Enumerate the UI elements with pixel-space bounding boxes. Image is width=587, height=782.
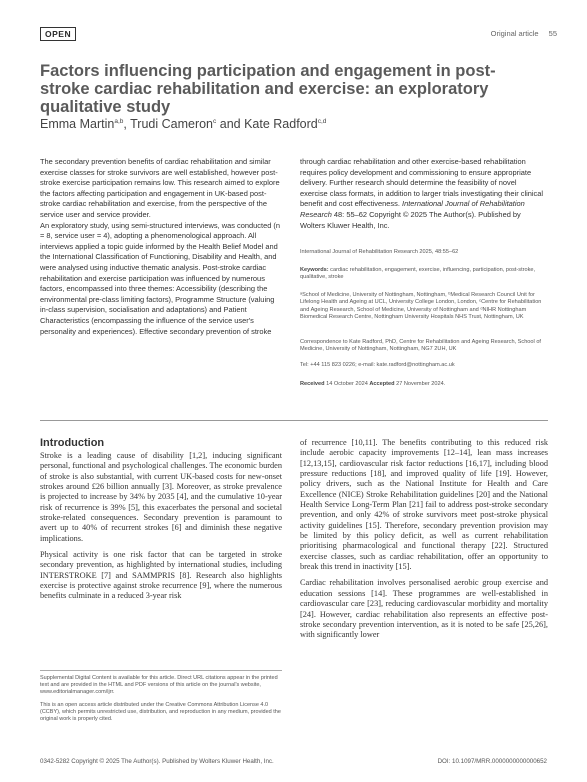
abstract-citation-journal: International Journal of Rehabilitation Research — [300, 199, 525, 219]
intro-right-column — [300, 438, 548, 647]
contact-info: Tel: +44 115 823 0226; e-mail: kate.radford@nottingham.ac.uk — [300, 362, 455, 368]
affiliations: ᵃSchool of Medicine, University of Nottingham, Nottingham, ᵇMedical Research Council Unit for Lifelong Health and Ageing at UCL, University College London, London, ᶜCentre for Rehabilitation and Ageing Research, School of Medicine, University of Nottingham and ᵈNIHR Nottingham Biomedical Research Centre, Nottingham University Hospitals NHS Trust, Nottingham, UK — [300, 292, 542, 321]
keywords-label: Keywords: — [300, 267, 329, 273]
author-separator: , — [123, 117, 131, 131]
body-paragraph: Physical activity is one risk factor that can be targeted in stroke secondary prevention, as highlighted by international studies, including INTERSTROKE [7] and SAMMPRIS [8]. Research also highlights exercise is protective against stroke recurrence [9], where the numerous benefits culminate in a reduced 3-year risk — [40, 550, 282, 601]
author-list — [40, 117, 326, 131]
author-affiliation-mark: c — [213, 117, 217, 125]
author-affiliation-mark: a,b — [114, 117, 124, 125]
intro-left-column — [40, 451, 282, 608]
accepted-date: 27 November 2024. — [394, 381, 446, 387]
received-date: 14 October 2024 — [324, 381, 370, 387]
article-type: Original article — [490, 29, 539, 38]
article-title: Factors influencing participation and engagement in post-stroke cardiac rehabilitation and exercise: an exploratory qualitative study — [40, 62, 496, 116]
received-label: Received — [300, 381, 325, 387]
supplemental-footnote: Supplemental Digital Content is available for this article. Direct URL citations appear in the printed text and are provided in the HTML and PDF versions of this article on the journal's website, www.editorialmanager.com/ijrr. — [40, 675, 278, 696]
abstract-continuation: through cardiac rehabilitation and other exercise-based rehabilitation requires policy development and commissioning to ensure appropriate delivery. Further research should determine the feasibility of novel exercise class formats, in addition to larger trials investigating their clinical benefit and cost effectiveness. — [300, 157, 544, 209]
running-header — [483, 29, 557, 38]
open-access-badge: OPEN — [40, 27, 76, 41]
abstract-citation-rest: 48: 55–62 Copyright © 2025 The Author(s). Published by Wolters Kluwer Health, Inc. — [300, 209, 521, 230]
body-paragraph: Cardiac rehabilitation involves personalised aerobic group exercise and education sessions [14]. These programmes are well-established in cardiovascular care [23], reducing cardiovascular morbidity and mortality [24]. However, cardiac rehabilitation also represents an effective post-stroke secondary prevention intervention, as it is noted to be safe [25,26], with significantly lower — [300, 578, 548, 640]
author-name: Emma Martin — [40, 117, 115, 131]
introduction-heading: Introduction — [40, 437, 105, 449]
received-accepted — [300, 381, 548, 388]
abstract-paragraph: The secondary prevention benefits of cardiac rehabilitation and similar exercise classes for stroke survivors are well established, however post-stroke exercise participation remains low. This research aimed to explore the factors affecting participation and engagement in UK-based post-stroke cardiac rehabilitation and exercise, from the perspective of the service user and service provider. — [40, 157, 280, 219]
abstract-paragraph: An exploratory study, using semi-structured interviews, was conducted (n = 8, service user = 4), adopting a phenomenological approach. All interviews applied a topic guide informed by the Health Belief Model and the International Classification of Functioning, Disability and Health, and were analysed using inductive thematic analysis. Post-stroke cardiac rehabilitation and exercise participation was influenced by numerous factors, encompassed into three themes: Accessibility (describing the environmental pre-class limiting factors), Programme Structure (valuing in-class supervision, socialisation and adaptations) and Patient Characteristics (encompassing the influence of the service user's personality and experiences). Effective secondary prevention of stroke — [40, 220, 281, 336]
section-divider — [40, 420, 548, 421]
author-separator: and — [216, 117, 245, 131]
page-number: 55 — [548, 29, 557, 38]
abstract-right-column — [300, 157, 544, 231]
journal-citation-line: International Journal of Rehabilitation Research 2025, 48:55–62 — [300, 249, 459, 255]
footnote-rule — [40, 670, 282, 671]
keywords — [300, 267, 548, 282]
abstract-left-column — [40, 157, 284, 337]
copyright-footer: 0342-5282 Copyright © 2025 The Author(s). Published by Wolters Kluwer Health, Inc. — [40, 758, 274, 765]
author-name: Kate Radford — [244, 117, 318, 131]
body-paragraph: Stroke is a leading cause of disability [1,2], inducing significant personal, functional and psychological challenges. The economic burden of stroke is also substantial, with current UK-based costs for new-onset strokes around £26 billion annually [3]. Moreover, as stroke prevalence is projected to increase by 34% by 2035 [4], and the cumulative 10-year risk of recurrence is 39% [5], this exacerbates the personal and societal stroke-related consequences. Secondary prevention is paramount to avert up to 40% of recurrent strokes [6] and diminish these negative implications. — [40, 451, 282, 543]
author-affiliation-mark: c,d — [317, 117, 327, 125]
keywords-text: cardiac rehabilitation, engagement, exercise, influencing, participation, post-stroke, qualitative, stroke — [300, 267, 536, 281]
doi-footer: DOI: 10.1097/MRR.0000000000000652 — [437, 758, 547, 765]
accepted-label: Accepted — [369, 381, 395, 387]
body-paragraph: of recurrence [10,11]. The benefits contributing to this reduced risk include aerobic capacity improvements [12–14], lean mass increases [12,13,15], cardiovascular risk factor reductions [16,17], including blood pressure reductions [18], and improved quality of life [19]. However, policy drivers, such as the National Institute for Health and Care Excellence (NICE) Stroke Rehabilitation guidelines [20] and the National Health Service Long-Term Plan [21] fail to address post-stroke secondary prevention, and only 42% of stroke survivors meet post-stroke physical activity guidelines [15]. Therefore, secondary prevention provision may be limited by this policy deficit, as well as current rehabilitation prioritising pharmacological and functional therapy [22]. Structured exercise classes, such as cardiac rehabilitation, offer an opportunity to break this trend in inactivity [15]. — [300, 438, 548, 572]
license-footnote: This is an open access article distributed under the Creative Commons Attribution License 4.0 (CCBY), which permits unrestricted use, distribution, and reproduction in any medium, provided the original work is properly cited. — [40, 702, 281, 723]
correspondence: Correspondence to Kate Radford, PhD, Centre for Rehabilitation and Ageing Research, School of Medicine, University of Nottingham, Nottingham, NG7 2UH, UK — [300, 339, 541, 353]
author-name: Trudi Cameron — [130, 117, 214, 131]
